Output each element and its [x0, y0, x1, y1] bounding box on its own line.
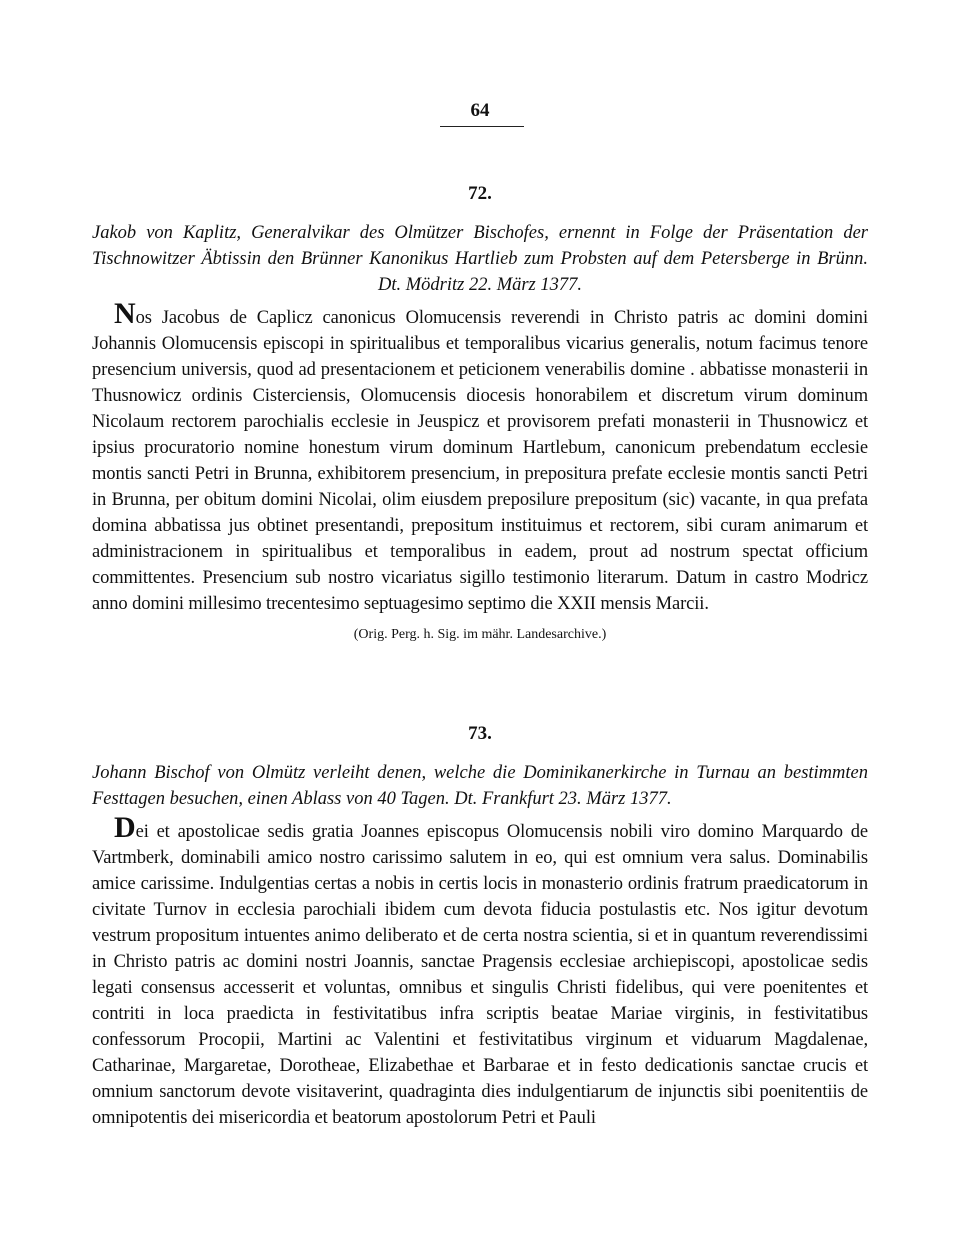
- initial-letter: N: [114, 297, 136, 330]
- document-regest: Jakob von Kaplitz, Generalvikar des Olmützer Bischofes, ernennt in Folge der Präsentation der Tischnowitzer Äbtissin den Brünner Kanonikus Hartlieb zum Probsten auf dem Petersberge in Brünn. Dt. Mödritz 22. März 1377.: [92, 223, 868, 295]
- document-text: [92, 811, 868, 1131]
- source-note: (Orig. Perg. h. Sig. im mähr. Landesarchive.): [353, 627, 607, 642]
- page-number-rule: [440, 126, 524, 127]
- document-regest: Johann Bischof von Olmütz verleiht denen, welche die Dominikanerkirche in Turnau an bestimmten Festtagen besuchen, einen Ablass von 40 Tagen. Dt. Frankfurt 23. März 1377.: [92, 763, 868, 809]
- document-entry-72: [92, 182, 868, 645]
- initial-letter: D: [114, 811, 136, 844]
- page-number: 64: [470, 100, 490, 121]
- document-number: 73.: [468, 723, 492, 744]
- document-text: [92, 297, 868, 617]
- document-number: 72.: [468, 183, 492, 204]
- document-entry-73: [92, 722, 868, 1131]
- document-text-body: ei et apostolicae sedis gratia Joannes episcopus Olomucensis nobili viro domino Marquardo de Vartmberk, dominabili amico nostro carissimo salutem in eo, qui est omnium vera salus. Dominabilis amice carissime. Indulgentias certas a nobis in certis locis in monasterio ordinis fratrum praedicatorum in civitate Turnov in ecclesia parochiali ibidem cum devota fiducia postulastis etc. Nos igitur devotum vestrum propositum intuentes animo deliberato et de certa nostra scientia, si et in quantum reverendissimi in Christo patris ac domini nostri Joannis, sanctae Pragensis ecclesiae archiepiscopi, apostolicae sedis legati consensus accesserit et voluntas, omnibus et singulis Christi fidelibus, qui vere poenitentes et contriti in loca praedicta in festivitatibus infra scriptis beatae Mariae virginis, in festivitatibus confessorum Procopii, Martini ac Valentini et festivitatibus virginum et viduarum Magdalenae, Catharinae, Margaretae, Dorotheae, Elizabethae et Barbarae et in festo dedicationis sanctae crucis et omnium sanctorum devote visitaverint, quadraginta dies indulgentiarum de injunctis sibi poenitentiis de omnipotentis dei misericordia et beatorum apostolorum Petri et Pauli: [92, 822, 868, 1128]
- document-text-body: os Jacobus de Caplicz canonicus Olomucensis reverendi in Christo patris ac domini domini Johannis Olomucensis episcopi in spiritualibus et temporalibus vicarius generalis, notum facimus tenore presencium universis, quod ad presentacionem et peticionem venerabilis domine . abbatisse monasterii in Thusnowicz ordinis Cisterciensis, Olomucensis diocesis honorabilem et discretum virum dominum Nicolaum rectorem parochialis ecclesie in Jeuspicz et provisorem prefati monasterii in Thusnowicz et ipsius procuratorio nomine honestum virum dominum Hartlebum, canonicum prebendatum ecclesie montis sancti Petri in Brunna, exhibitorem presencium, in prepositura prefate ecclesie montis sancti Petri in Brunna, per obitum domini Nicolai, olim eiusdem preposilure prepositum (sic) vacante, in qua prefata domina abbatissa jus obtinet presentandi, prepositum instituimus et rectorem, sibi curam animarum et administracionem in spiritualibus et temporalibus in eadem, prout ad nostrum spectat officium committentes. Presencium sub nostro vicariatus sigillo testimonio literarum. Datum in castro Modricz anno domini millesimo trecentesimo septuagesimo septimo die XXII mensis Marcii.: [92, 308, 868, 614]
